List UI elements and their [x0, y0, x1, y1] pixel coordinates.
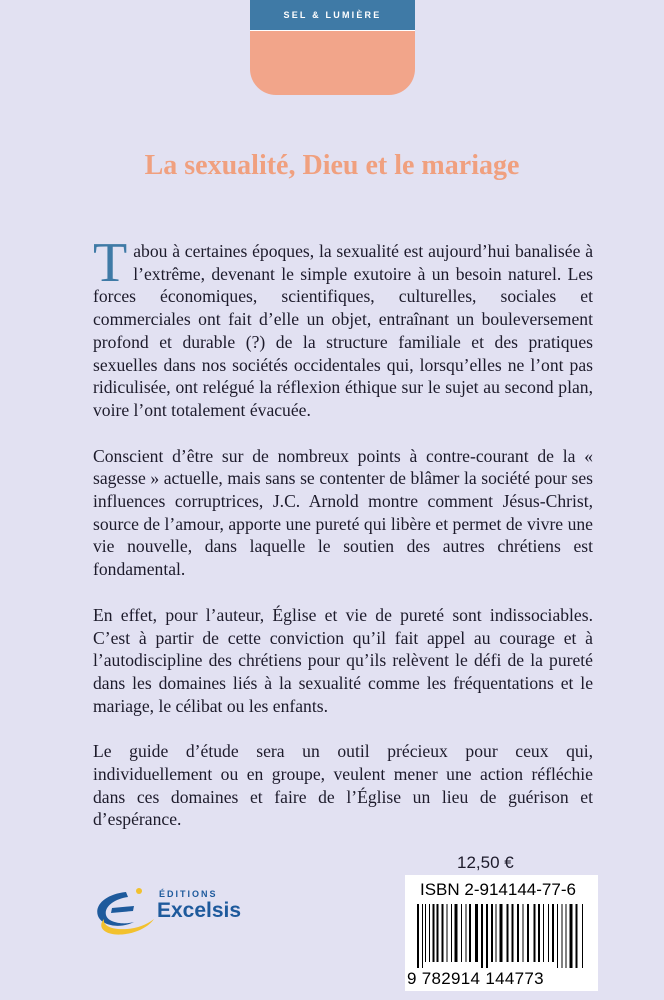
price-label: 12,50 € [457, 853, 514, 872]
barcode-bar [576, 904, 578, 968]
barcode-bar [451, 904, 452, 962]
barcode-bar [582, 904, 583, 968]
paragraph-3: En effet, pour l’auteur, Église et vie de pureté sont indissociables. C’est à partir de cette conviction qu’il fait appel au courage et à l’autodiscipline des chrétiens pour qu’ils relèvent le défi de la pureté dans les domaines liés à la sexualité comme les fréquentations et le mariage, le célibat ou les enfants. [93, 604, 593, 716]
barcode-bar [552, 904, 554, 962]
barcode-bar [417, 904, 419, 968]
barcode-bar [566, 904, 567, 968]
barcode-bar [429, 904, 430, 962]
barcode-bar [534, 904, 536, 962]
barcode-bar [570, 904, 573, 968]
paragraph-1-text: abou à certaines époques, la sexualité est aujourd’hui banalisée à l’extrême, devenant le simple exutoire à un besoin naturel. Les forces économiques, scientifiques, culturelles, sociales et commerciales ont fait d’elle un objet, entraînant un bouleversement profond et durable (?) de la structure familiale et des pratiques sexuelles dans nos sociétés occidentales qui, lorsqu’elles ne l’ont pas ridiculisée, ont relégué la réflexion éthique sur le sujet au second plan, voire l’ont totalement évacuée. [93, 241, 593, 420]
paragraph-4: Le guide d’étude sera un outil précieux pour ceux qui, individuellement ou en groupe, veulent mener une action réfléchie dans ces domaines et faire de l’Église un lieu de guérison et d’espérance. [93, 741, 593, 830]
publisher-editions-label: ÉDITIONS [159, 889, 218, 899]
barcode-bar [496, 904, 497, 962]
series-label: SEL & LUMIÈRE [250, 0, 415, 31]
paragraph-1 [93, 232, 593, 422]
barcode-bar [437, 904, 439, 962]
paragraph-2: Conscient d’être sur de nombreux points à contre-courant de la « sagesse » actuelle, mais sans se contenter de blâmer la société pour ses influences corruptrices, J.C. Arnold montre comment Jésus-Christ, source de l’amour, apporte une pureté qui libère et permet de vivre une vie nouvelle, dans laquelle le soutien des autres chrétiens est fondamental. [93, 445, 593, 580]
barcode-bar [447, 904, 448, 962]
barcode-bar [486, 904, 488, 968]
barcode-bar [527, 904, 529, 962]
barcode-bar [469, 904, 471, 962]
barcode-bar [538, 904, 540, 962]
barcode-bar [500, 904, 503, 962]
barcode-bar [481, 904, 483, 968]
barcode-bar [442, 904, 444, 962]
barcode-bar [517, 904, 519, 962]
publisher-name: Excelsis [157, 899, 242, 922]
barcode-bar [491, 904, 493, 962]
drop-cap: T [93, 232, 128, 294]
back-cover-text [93, 232, 593, 854]
isbn-label: ISBN 2-914144-77-6 [420, 880, 576, 899]
barcode-bar [475, 904, 478, 962]
barcode-bar [548, 904, 549, 962]
barcode-bar [562, 904, 563, 968]
barcode-bar [461, 904, 462, 962]
publisher-logo [90, 885, 265, 940]
barcode-bar [507, 904, 509, 962]
barcode-bar [425, 904, 426, 962]
barcode-bar [543, 904, 544, 962]
swoosh-e-logo-icon [90, 885, 160, 940]
barcode-digits: 9 782914 144773 [407, 969, 544, 988]
barcode-bars [417, 904, 587, 968]
barcode-bar [455, 904, 458, 962]
barcode-bar [422, 904, 423, 968]
barcode-bar [523, 904, 524, 962]
barcode-box [405, 875, 598, 991]
barcode-bar [512, 904, 514, 962]
barcode-bar [466, 904, 467, 962]
barcode-bar [557, 904, 558, 968]
series-tab [250, 0, 415, 95]
barcode-bar [433, 904, 435, 962]
series-tab-decoration [250, 31, 415, 95]
book-title: La sexualité, Dieu et le mariage [144, 150, 520, 181]
